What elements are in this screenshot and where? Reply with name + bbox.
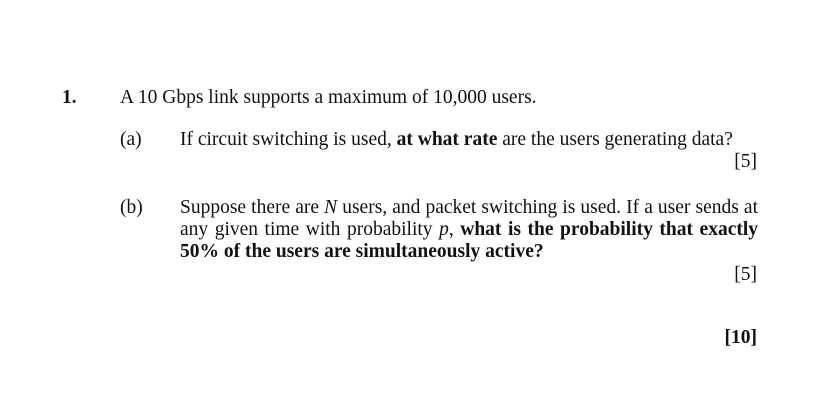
part-b-var-n: N [324, 197, 338, 218]
part-b-text [180, 197, 758, 263]
part-a-text-before: If circuit switching is used, [180, 129, 397, 150]
part-a-text-after: are the users generating data? [497, 129, 733, 150]
part-b-text-2: users, and packet switching is used. If a user sends at any given time with probability [180, 197, 758, 240]
part-a-text-bold: at what rate [396, 129, 498, 150]
part-a-text [180, 129, 733, 151]
part-b-text-3: , [448, 219, 461, 240]
part-b-var-p: p [439, 219, 449, 240]
part-a-label: (a) [120, 129, 142, 150]
part-b-marks: [5] [734, 264, 757, 285]
part-b-text-1: Suppose there are [180, 197, 325, 218]
total-marks: [10] [724, 327, 757, 348]
part-b-text-bold: what is the probability that exactly 50% of the users are simultaneously active? [180, 219, 759, 262]
question-stem: A 10 Gbps link supports a maximum of 10,000 users. [120, 87, 537, 108]
question-number: 1. [62, 87, 77, 108]
part-b-label: (b) [120, 197, 143, 218]
part-a-marks: [5] [734, 151, 757, 172]
